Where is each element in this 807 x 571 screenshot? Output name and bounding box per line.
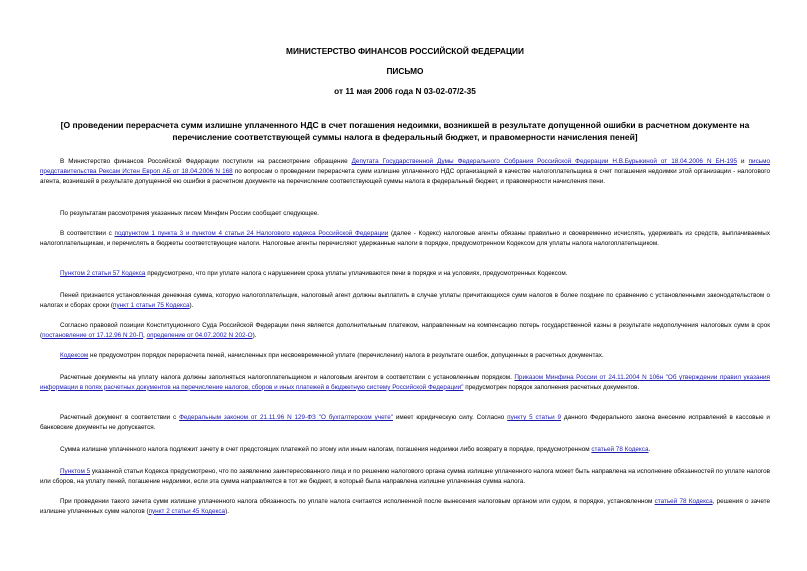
paragraph [40, 291, 770, 311]
paragraph-text: не предусмотрен порядок перерасчета пеней, начисленных при несвоевременной уплате (перечислении) налога в результате ошибок, допущенных в расчетных документах. [88, 352, 604, 359]
legal-reference-link[interactable]: Федеральным законом от 21.11.96 N 129-ФЗ "О бухгалтерском учете" [179, 414, 394, 421]
paragraph [40, 229, 770, 249]
legal-reference-link[interactable]: пункту 5 статьи 9 [507, 414, 562, 421]
paragraph-text: ). [252, 331, 257, 339]
document-subject: [О проведении перерасчета сумм излишне уплаченного НДС в счет погашения недоимки, возникшей в результате допущенной ошибки в расчетном документе на перечисление соответствующей суммы налога в федеральный бюджет, и правомерности начисления пеней] [60, 120, 750, 142]
paragraph-text: данного Федерального закона внесение исправлений в кассовые и банковские документы не допускается. [40, 414, 770, 431]
paragraph-text: имеет юридическую силу. Согласно [393, 414, 508, 421]
paragraph [40, 467, 770, 487]
paragraph [40, 497, 770, 517]
paragraph-text: по вопросам о проведении перерасчета сумм излишне уплаченного НДС организацией в качестве налогоплательщика в счет погашения недоимки этой организации - налогового агента, возникшей в результате допущенной ею ошибки в расчетном документе на перечисление соответствующей суммы налога в федеральный бюджет, и правомерности начисления пени. [40, 167, 770, 185]
legal-reference-link[interactable]: Приказом Минфина России от 24.11.2004 N 106н "Об утверждении правил указания информации в полях расчетных документов на перечисление налогов, сборов и иных платежей в бюджетную систему Российской Федерации" [40, 374, 770, 391]
legal-reference-link[interactable]: статьей 78 Кодекса [654, 498, 713, 505]
legal-reference-link[interactable]: статьей 78 Кодекса [591, 446, 649, 453]
paragraph-text: В соответствии с [60, 230, 115, 237]
paragraph-text: , [143, 331, 147, 339]
paragraph-text: Согласно правовой позиции Конституционного Суда Российской Федерации пеня является дополнительным платежом, направленным на компенсацию потерь государственной казны в результате недополучения налоговых сумм в срок ( [40, 322, 770, 339]
legal-reference-link[interactable]: пункт 1 статьи 75 Кодекса [113, 301, 190, 309]
paragraph-text: (далее - Кодекс) налоговые агенты обязаны правильно и своевременно исчислять, удерживать из средств, выплачиваемых налогоплательщикам, и перечислять в бюджеты соответствующие налоги. Налоговые агенты перечисляют удержанные налоги в порядке, предусмотренном Кодексом для уплаты налога налогоплательщиком. [40, 230, 770, 247]
legal-reference-link[interactable]: пункт 2 статьи 45 Кодекса [148, 507, 226, 515]
paragraph-text: и [737, 158, 749, 165]
paragraph-text: Расчетные документы на уплату налога должны заполняться налогоплательщиком и налоговым агентом в соответствии с установленным порядком. [60, 374, 515, 381]
paragraph-text: В Министерство финансов Российской Федерации поступили на рассмотрение обращение [60, 158, 352, 165]
paragraph-text: предусмотрен порядок заполнения расчетных документов. [463, 383, 640, 391]
paragraph-text: ). [189, 301, 194, 309]
paragraph [40, 445, 770, 455]
legal-reference-link[interactable]: Пунктом 2 статьи 57 Кодекса [60, 270, 146, 277]
paragraph-text: Расчетный документ в соответствии с [60, 414, 180, 421]
paragraph [40, 321, 770, 341]
legal-reference-link[interactable]: Пунктом 5 [60, 468, 91, 475]
paragraph [40, 209, 770, 219]
legal-reference-link[interactable]: Депутата Государственной Думы Федерального Собрания Российской Федерации Н.В.Бурыкиной от 18.04.2006 N БН-195 [351, 158, 738, 165]
paragraph-text: Сумма излишне уплаченного налога подлежит зачету в счет предстоящих платежей по этому или иным налогам, погашения недоимки либо возврату в порядке, предусмотренном [60, 446, 592, 453]
document-date-number: от 11 мая 2006 года N 03-02-07/2-35 [334, 86, 476, 96]
paragraph-text: . [648, 446, 651, 453]
legal-reference-link[interactable]: письмо представительства Рексам Истен Европ АБ от 18.04.2006 N 168 [40, 158, 770, 175]
paragraph-text: По результатам рассмотрения указанных писем Минфин России сообщает следующее. [60, 210, 320, 217]
paragraph [40, 351, 770, 361]
paragraph [40, 373, 770, 393]
paragraph-text: указанной статьи Кодекса предусмотрено, что по заявлению заинтересованного лица и по решению налогового органа сумма излишне уплаченного налога может быть направлена на исполнение обязанностей по уплате налогов или сборов, на уплату пеней, погашение недоимки, если эта сумма направляется в тот же бюджет, в который была направлена излишне уплаченная сумма налога. [40, 468, 770, 485]
paragraph-text: При проведении такого зачета сумм излишне уплаченного налога обязанность по уплате налога считается исполненной после вынесения налоговым органом или судом, в порядке, установленном [60, 498, 655, 505]
paragraph [40, 157, 770, 186]
document-type: ПИСЬМО [386, 66, 424, 76]
paragraph-text: предусмотрено, что при уплате налога с нарушением срока уплаты уплачиваются пени в порядке и на условиях, предусмотренных Кодексом. [145, 270, 568, 277]
legal-reference-link[interactable]: Кодексом [60, 352, 89, 359]
paragraph-text: , решения о зачете излишне уплаченных сумм налогов ( [40, 498, 771, 515]
legal-reference-link[interactable]: постановление от 17.12.96 N 20-П [42, 331, 144, 339]
paragraph-text: ). [225, 507, 229, 515]
paragraph [40, 413, 770, 433]
legal-reference-link[interactable]: определение от 04.07.2002 N 202-О [146, 331, 253, 339]
ministry-title: МИНИСТЕРСТВО ФИНАНСОВ РОССИЙСКОЙ ФЕДЕРАЦИИ [286, 46, 524, 56]
legal-reference-link[interactable]: подпунктом 1 пункта 3 и пунктом 4 статьи 24 Налогового кодекса Российской Федерации [114, 230, 389, 237]
paragraph-text: Пеней признается установленная денежная сумма, которую налогоплательщик, налоговый агент должны выплатить в случае уплаты причитающихся сумм налогов в более поздние по сравнению с установленными законодательством о налогах и сборах сроки ( [40, 292, 770, 309]
paragraph [40, 269, 770, 279]
